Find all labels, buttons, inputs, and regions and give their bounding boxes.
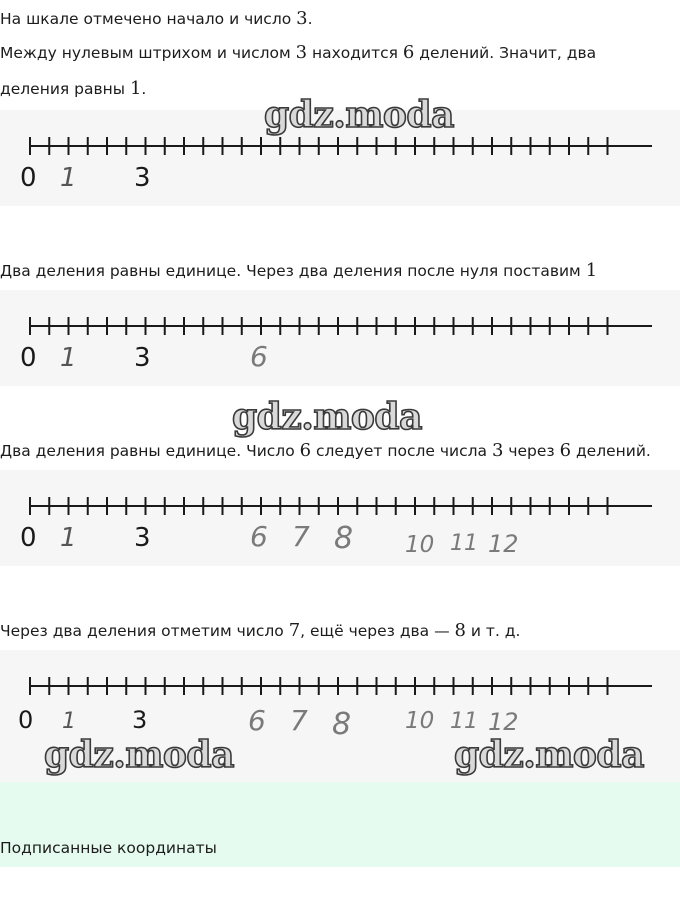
- label-12: 12: [488, 530, 519, 558]
- label-10: 10: [405, 532, 435, 558]
- paragraph-text: через: [503, 442, 560, 460]
- label-8: 8: [334, 521, 354, 556]
- label-12: 12: [488, 708, 519, 736]
- footer-label: Подписанные координаты: [0, 839, 217, 857]
- label-1: 1: [60, 163, 77, 193]
- label-6: 6: [250, 340, 268, 373]
- number: 3: [295, 42, 308, 63]
- label-7: 7: [292, 520, 310, 553]
- paragraph-text: Между нулевым штрихом и числом: [0, 44, 296, 62]
- paragraph-text: делений. Значит, два: [414, 44, 597, 62]
- watermark: gdz.moda: [264, 94, 454, 136]
- number: 3: [491, 440, 504, 461]
- paragraph-1: [0, 0, 313, 38]
- number-line-3: [0, 470, 680, 566]
- paragraph-text: деления равны: [0, 80, 130, 98]
- watermark: gdz.moda: [454, 734, 644, 776]
- number: 6: [559, 440, 572, 461]
- paragraph-text: Два деления равны единице. Через два деления после нуля поставим: [0, 262, 586, 280]
- label-0: 0: [20, 343, 37, 373]
- number: 8: [454, 620, 466, 641]
- paragraph-text: и т. д.: [466, 622, 521, 640]
- number-line-2: [0, 290, 680, 386]
- label-0: 0: [18, 706, 34, 734]
- number-line-svg: [0, 290, 680, 386]
- label-6: 6: [248, 704, 266, 737]
- label-1: 1: [60, 523, 77, 553]
- number: 1: [129, 78, 142, 99]
- label-0: 0: [20, 163, 37, 193]
- label-8: 8: [332, 707, 352, 742]
- watermark: gdz.moda: [44, 734, 234, 776]
- label-3: 3: [134, 163, 151, 193]
- label-3: 3: [134, 523, 151, 553]
- number: 6: [299, 440, 312, 461]
- paragraph-text: Через два деления отметим число: [0, 622, 289, 640]
- label-3: 3: [132, 706, 148, 734]
- watermark: gdz.moda: [232, 396, 422, 438]
- paragraph-4: [0, 252, 597, 290]
- paragraph-text: находится: [307, 44, 403, 62]
- label-1: 1: [60, 343, 77, 373]
- label-3: 3: [134, 343, 151, 373]
- number: 6: [402, 42, 415, 63]
- paragraph-2: [0, 34, 596, 72]
- label-0: 0: [20, 523, 37, 553]
- paragraph-text: На шкале отмечено начало и число: [0, 10, 297, 28]
- label-11: 11: [450, 709, 478, 734]
- paragraph-text: следует после числа: [311, 442, 492, 460]
- number-line-svg: [0, 470, 680, 566]
- paragraph-text: делений.: [571, 442, 651, 460]
- label-10: 10: [405, 708, 435, 734]
- paragraph-text: , ещё через два —: [300, 622, 455, 640]
- number: 3: [296, 8, 308, 29]
- number: 1: [585, 260, 598, 281]
- paragraph-text: .: [307, 10, 313, 28]
- paragraph-6: [0, 612, 520, 650]
- label-7: 7: [290, 704, 308, 737]
- label-11: 11: [450, 531, 478, 556]
- label-1: 1: [62, 709, 76, 734]
- paragraph-text: .: [141, 80, 147, 98]
- paragraph-3: [0, 70, 146, 108]
- paragraph-text: Два деления равны единице. Число: [0, 442, 300, 460]
- number: 7: [288, 620, 301, 641]
- label-6: 6: [250, 520, 268, 553]
